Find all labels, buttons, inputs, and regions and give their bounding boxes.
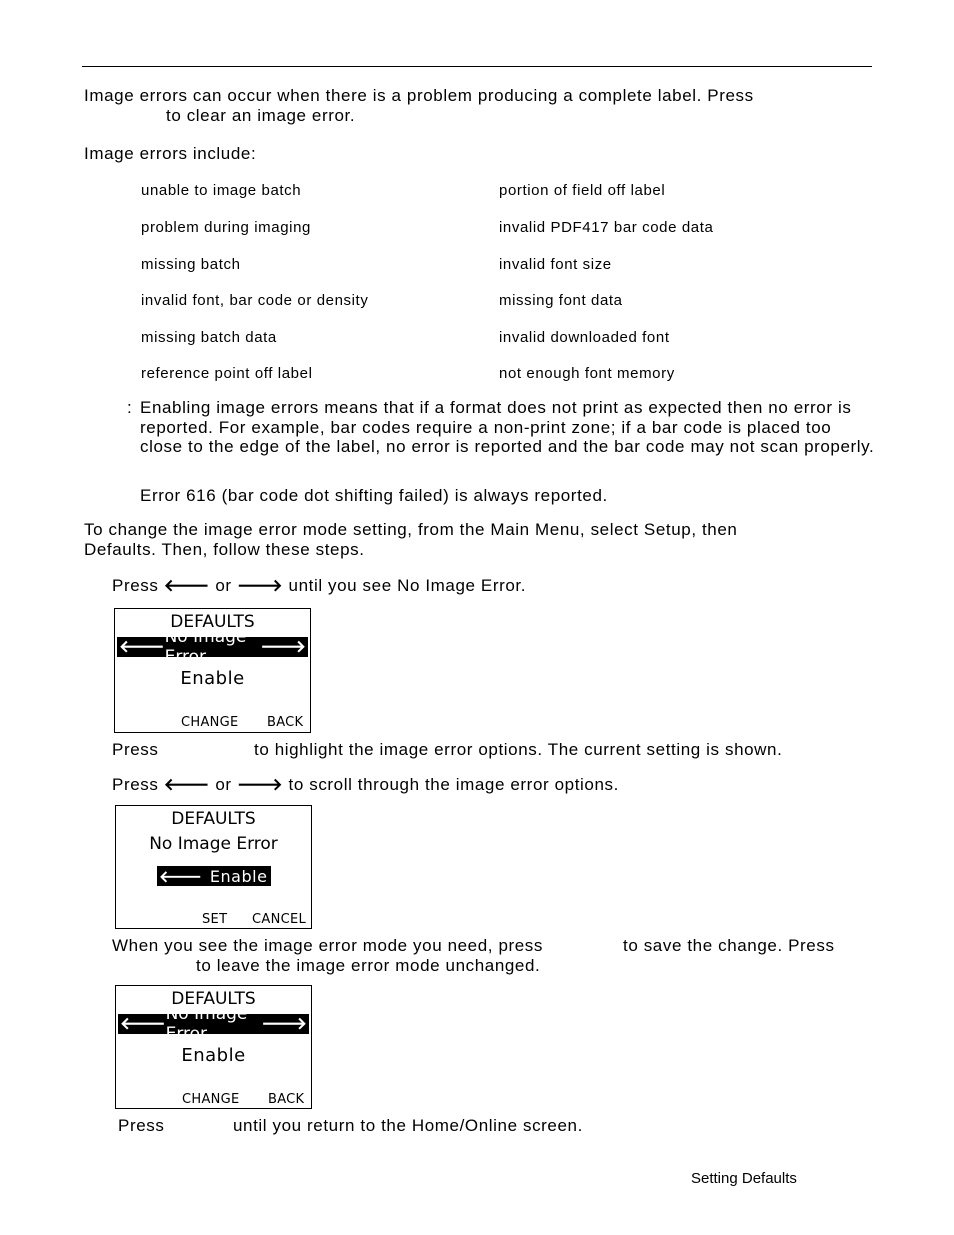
step-5-text: until you return to the Home/Online screen. — [233, 1116, 583, 1135]
option-value: Enable — [209, 866, 268, 886]
left-arrow-icon: 🡐 — [159, 867, 202, 886]
softkey-back[interactable]: BACK — [267, 715, 304, 730]
highlighted-menu-item — [118, 1004, 309, 1044]
error-item: not enough font memory — [499, 365, 675, 382]
error-item: problem during imaging — [141, 219, 311, 236]
step-3-or: or — [215, 775, 232, 794]
softkey-change[interactable]: CHANGE — [181, 715, 239, 730]
intro-line-1: Image errors can occur when there is a problem producing a complete label. Press — [84, 86, 754, 105]
left-arrow-icon: 🡐 — [119, 637, 165, 657]
error-item: missing font data — [499, 292, 623, 309]
screen-title: DEFAULTS — [170, 612, 255, 632]
step-2-text: to highlight the image error options. The current setting is shown. — [254, 740, 783, 759]
step-4-line-2: to leave the image error mode unchanged. — [196, 956, 541, 975]
error-item: reference point off label — [141, 365, 313, 382]
footer-section-title: Setting Defaults — [691, 1170, 797, 1187]
softkey-change[interactable]: CHANGE — [182, 1092, 240, 1107]
step-1-until: until you see No Image Error. — [288, 576, 527, 595]
highlighted-menu-item — [117, 627, 308, 667]
softkey-back[interactable]: BACK — [268, 1092, 305, 1107]
step-4-line-1a: When you see the image error mode you need, press — [112, 936, 544, 955]
intro-line-2: to clear an image error. — [166, 106, 356, 125]
right-arrow-icon: 🡒 — [236, 576, 284, 595]
error-item: missing batch — [141, 256, 241, 273]
softkey-set[interactable]: SET — [202, 912, 228, 927]
lcd-screen-options — [115, 805, 312, 929]
error-item: unable to image batch — [141, 182, 302, 199]
error-item: missing batch data — [141, 329, 277, 346]
menu-item-label: No Image Error — [164, 627, 247, 667]
left-arrow-icon: 🡐 — [120, 1014, 166, 1034]
error-item: invalid downloaded font — [499, 329, 670, 346]
menu-item-label: No Image Error — [165, 1004, 248, 1044]
lcd-screen-defaults-saved — [115, 985, 312, 1109]
selected-option — [157, 866, 271, 886]
step-4-line-1b: to save the change. Press — [623, 936, 835, 955]
note-always-reported: Error 616 (bar code dot shifting failed) is always reported. — [140, 486, 608, 505]
error-item: invalid font, bar code or density — [141, 292, 369, 309]
screen-title: DEFAULTS — [171, 809, 256, 829]
header-rule — [82, 66, 872, 67]
errors-heading: Image errors include: — [84, 144, 257, 163]
note-colon: : — [127, 398, 133, 417]
step-1-or: or — [215, 576, 232, 595]
menu-item-label: No Image Error — [149, 834, 278, 854]
step-3 — [112, 775, 619, 795]
error-item: invalid PDF417 bar code data — [499, 219, 714, 236]
error-item: portion of field off label — [499, 182, 666, 199]
current-value: Enable — [181, 1045, 246, 1066]
current-value: Enable — [180, 668, 245, 689]
right-arrow-icon: 🡒 — [260, 637, 306, 657]
step-2-press: Press — [112, 740, 159, 759]
step-3-scroll: to scroll through the image error options. — [288, 775, 619, 794]
step-5-press: Press — [118, 1116, 165, 1135]
step-1-press: Press — [112, 576, 159, 595]
step-3-press: Press — [112, 775, 159, 794]
left-arrow-icon: 🡐 — [163, 775, 210, 794]
change-intro-line-2: Defaults. Then, follow these steps. — [84, 540, 365, 559]
change-intro-line-1: To change the image error mode setting, from the Main Menu, select Setup, then — [84, 520, 738, 539]
note-text: Enabling image errors means that if a format does not print as expected then no error is reported. For example, bar codes require a non-print zone; if a bar code is placed too close to the edge of the label, no error is reported and the bar code may not scan properly. — [140, 398, 875, 456]
left-arrow-icon: 🡐 — [163, 576, 210, 595]
screen-title: DEFAULTS — [171, 989, 256, 1009]
step-1 — [112, 576, 526, 596]
right-arrow-icon: 🡒 — [261, 1014, 307, 1034]
lcd-screen-defaults — [114, 608, 311, 733]
error-item: invalid font size — [499, 256, 612, 273]
right-arrow-icon: 🡒 — [236, 775, 284, 794]
softkey-cancel[interactable]: CANCEL — [252, 912, 307, 927]
